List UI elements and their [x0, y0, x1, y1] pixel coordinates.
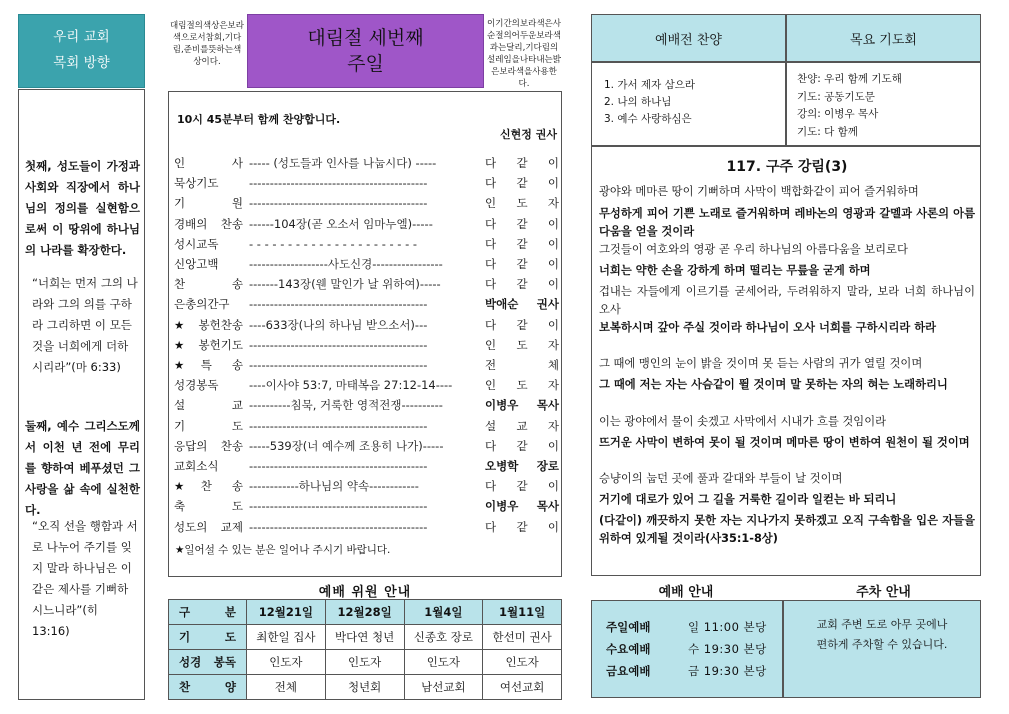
- schedule-row: [169, 650, 562, 675]
- order-row: [174, 214, 559, 234]
- schedule-header-date: 1월11일: [483, 600, 562, 625]
- prayer-item: 찬양: 우리 함께 기도해: [797, 73, 902, 85]
- order-item-leader: 설 교 자: [485, 418, 559, 433]
- order-item-detail: -------------------------------------------: [249, 297, 428, 312]
- order-item-name: 찬 송: [174, 277, 243, 292]
- order-item-name: ★찬 송: [174, 479, 243, 494]
- reading-line-congregation: (다같이) 깨끗하지 못한 자는 지나가지 못하겠고 오직 구속함을 입은 자들을 위하여 있게될 것이라(사35:1-8상): [599, 514, 975, 545]
- order-item-leader: 다 같 이: [485, 216, 559, 231]
- order-item-detail: ----이사야 53:7, 마태복음 27:12-14----: [249, 378, 453, 393]
- order-item-name: 축 도: [174, 499, 243, 514]
- worship-row: [606, 661, 776, 681]
- order-item-detail: -------------------------------------------: [249, 459, 428, 473]
- reading-line-congregation: 그 때에 저는 자는 사슴같이 뛸 것이며 말 못하는 자의 혀는 노래하리니: [599, 378, 948, 391]
- worship-time: 일 11:00 본당: [688, 620, 767, 634]
- page-title: [247, 14, 484, 88]
- schedule-cell: 최한일 집사: [247, 625, 326, 650]
- worship-info-title: 예배 안내: [658, 585, 714, 600]
- order-item-name: 성경봉독: [174, 378, 219, 393]
- order-item-detail: ----633장(나의 하나님 받으소서)---: [249, 317, 428, 332]
- order-row: [174, 153, 559, 173]
- pre-worship-hymn-list: [591, 62, 786, 146]
- order-item-detail: - - - - - - - - - - - - - - - - - - - - - -: [249, 236, 418, 251]
- schedule-cell: 박다연 청년: [325, 625, 404, 650]
- schedule-row-label: 기 도: [169, 625, 247, 650]
- order-item-name: 성도의 교제: [174, 519, 243, 534]
- church-direction-title-line2: 목회 방향: [53, 55, 110, 71]
- worship-name: 금요예배: [606, 664, 651, 678]
- schedule-header-label: 구 분: [169, 600, 247, 625]
- order-row: [174, 315, 559, 335]
- order-item-name: ★봉헌찬송: [174, 317, 243, 332]
- order-item-detail: ----- (성도들과 인사를 나눕시다) -----: [249, 156, 437, 170]
- order-item-name: 신앙고백: [174, 257, 219, 271]
- page-title-line1: 대림절 세번째: [307, 27, 424, 49]
- reading-line-leader: 그 때에 맹인의 눈이 밝을 것이며 못 듣는 사람의 귀가 열릴 것이며: [599, 357, 923, 370]
- order-item-name: 응답의 찬송: [174, 438, 243, 453]
- worship-row: [606, 639, 776, 659]
- worship-name: 수요예배: [606, 642, 651, 656]
- direction-second: 둘째, 예수 그리스도께서 이천 년 전에 무리를 향하여 베푸셨던 그 사랑을 삶 속에 실천한다.: [25, 419, 140, 517]
- order-item-detail: -------------------------------------------: [249, 418, 428, 433]
- schedule-header-date: 12월21일: [247, 600, 326, 625]
- direction-first-verse: “너희는 먼저 그의 나라와 그의 의를 구하라 그리하면 이 모든 것을 너희에게 더하시리라”(마 6:33): [32, 276, 138, 374]
- worship-info-box: [591, 600, 783, 698]
- order-item-detail: -------------------------------------------: [249, 196, 428, 211]
- order-item-leader: 이병우 목사: [485, 499, 559, 514]
- reading-title: 117. 구주 강림(3): [726, 159, 848, 175]
- schedule-cell: 한선미 권사: [483, 625, 562, 650]
- pre-worship-hymn-title: 예배전 찬양: [591, 14, 786, 62]
- order-item-leader: 다 같 이: [485, 176, 559, 191]
- order-row: [174, 234, 559, 254]
- reading-line-congregation: 보복하시며 갚아 주실 것이라 하나님이 오사 너희를 구하시리라 하라: [599, 321, 937, 334]
- schedule-cell: 전체: [247, 675, 326, 700]
- order-row: [174, 193, 559, 213]
- order-item-name: 인 사: [174, 156, 243, 170]
- order-item-leader: 이병우 목사: [485, 398, 559, 413]
- order-item-name: 성시교독: [174, 236, 219, 251]
- thursday-prayer-title: 목요 기도회: [786, 14, 981, 62]
- order-item-name: ★봉헌기도: [174, 337, 243, 352]
- prayer-item: 기도: 다 함께: [797, 125, 858, 138]
- order-item-leader: 다 같 이: [485, 277, 559, 292]
- schedule-header-row: [169, 600, 562, 625]
- worship-row: [606, 617, 776, 637]
- hymn-item: 2. 나의 하나님: [604, 96, 672, 108]
- parking-info-title: 주차 안내: [856, 585, 911, 600]
- order-row: [174, 395, 559, 415]
- order-item-name: 묵상기도: [174, 176, 219, 191]
- order-of-worship: [168, 91, 562, 577]
- order-item-name: 기 원: [174, 196, 243, 211]
- schedule-cell: 인도자: [404, 650, 483, 675]
- order-item-leader: 인 도 자: [485, 378, 559, 393]
- order-item-detail: -------143장(웬 말인가 날 위하여)-----: [249, 277, 441, 292]
- schedule-table: [168, 599, 562, 700]
- order-item-name: 교회소식: [174, 459, 219, 473]
- order-praise-leader: 신현정 권사: [500, 128, 557, 141]
- direction-first: 첫째, 성도들이 가정과 사회와 직장에서 하나님의 정의를 실현함으로써 이 땅위에 하나님의 나라를 확장한다.: [25, 159, 140, 257]
- order-row: [174, 496, 559, 516]
- order-row: [174, 416, 559, 436]
- order-item-detail: ------------하나님의 약속------------: [249, 479, 419, 494]
- order-item-detail: -------------------------------------------: [249, 337, 428, 352]
- worship-time: 금 19:30 본당: [688, 664, 767, 678]
- order-item-detail: ------104장(곧 오소서 임마누엘)-----: [249, 216, 433, 231]
- order-item-name: 경배의 찬송: [174, 216, 243, 231]
- reading-line-congregation: 거기에 대로가 있어 그 길을 거룩한 길이라 일컫는 바 되리니: [599, 493, 897, 506]
- order-item-name: ★특 송: [174, 358, 243, 372]
- worship-time: 수 19:30 본당: [688, 642, 767, 656]
- schedule-row: [169, 675, 562, 700]
- church-direction-body: [18, 89, 145, 700]
- direction-second-verse: “오직 선을 행함과 서로 나누어 주기를 잊지 말라 하나님은 이 같은 제사를 기뻐하시느니라”(히 13:16): [32, 519, 138, 638]
- order-item-leader: 전 체: [485, 358, 559, 372]
- order-item-leader: 오병학 장로: [485, 459, 559, 473]
- prayer-item: 기도: 공동기도문: [797, 90, 875, 103]
- order-item-detail: -------------------------------------------: [249, 176, 428, 191]
- schedule-cell: 인도자: [325, 650, 404, 675]
- schedule-row: [169, 625, 562, 650]
- order-item-leader: 다 같 이: [485, 479, 559, 494]
- thursday-prayer-list: [786, 62, 981, 146]
- order-row: [174, 335, 559, 355]
- hymn-item: 1. 가서 제자 삼으라: [604, 79, 696, 91]
- order-item-leader: 박애순 권사: [485, 297, 559, 312]
- order-item-detail: ----------침묵, 거룩한 영적전쟁----------: [249, 398, 443, 413]
- advent-color-note-left: 대림절의색상은보라색으로서참회,기다림,준비를뜻하는색상이다.: [170, 21, 244, 67]
- reading-line-leader: 승냥이의 눕던 곳에 풀과 갈대와 부들이 날 것이며: [599, 472, 843, 485]
- schedule-cell: 신종호 장로: [404, 625, 483, 650]
- church-direction-title-line1: 우리 교회: [53, 29, 110, 46]
- order-item-detail: -------------------사도신경-----------------: [249, 257, 443, 271]
- schedule-title: 예배 위원 안내: [318, 585, 412, 600]
- reading-line-congregation: 너희는 약한 손을 강하게 하며 떨리는 무릎을 굳게 하며: [599, 264, 871, 277]
- order-item-leader: 다 같 이: [485, 156, 559, 170]
- schedule-row-label: 찬 양: [169, 675, 247, 700]
- parking-text: [784, 615, 980, 655]
- order-item-leader: 인 도 자: [485, 337, 559, 352]
- order-row: [174, 517, 559, 537]
- schedule-header-date: 12월28일: [325, 600, 404, 625]
- order-row: [174, 173, 559, 193]
- order-item-leader: 다 같 이: [485, 519, 559, 534]
- prayer-item: 강의: 이병우 목사: [797, 108, 879, 120]
- order-item-leader: 다 같 이: [485, 236, 559, 251]
- order-row: [174, 355, 559, 375]
- order-item-leader: 다 같 이: [485, 257, 559, 271]
- order-item-leader: 다 같 이: [485, 438, 559, 453]
- responsive-reading: [591, 146, 981, 576]
- reading-line-leader: 겁내는 자들에게 이르기를 굳세어라, 두려워하지 말라, 보라 너희 하나님이 오사: [599, 285, 975, 316]
- order-intro: 10시 45분부터 함께 찬양합니다.: [177, 113, 341, 126]
- parking-line: 편하게 주차할 수 있습니다.: [816, 638, 948, 651]
- parking-info-box: [783, 600, 981, 698]
- advent-color-note-right: 이기간의보라색은사순절의어두운보라색과는달리,기다림의설레임을나타내는밝은보라색을사용한다.: [487, 19, 561, 89]
- page-title-line2: 주일: [347, 53, 384, 75]
- worship-name: 주일예배: [606, 620, 651, 634]
- order-row: [174, 294, 559, 314]
- hymn-item: 3. 예수 사랑하심은: [604, 113, 692, 125]
- order-item-leader: 다 같 이: [485, 317, 559, 332]
- schedule-row-label: 성경 봉독: [169, 650, 247, 675]
- schedule-cell: 인도자: [247, 650, 326, 675]
- order-item-name: 기 도: [174, 418, 243, 433]
- order-item-detail: -----539장(너 예수께 조용히 나가)-----: [249, 438, 444, 453]
- order-row: [174, 436, 559, 456]
- schedule-cell: 여선교회: [483, 675, 562, 700]
- reading-line-leader: 광야와 메마른 땅이 기뻐하며 사막이 백합화같이 피어 즐거워하며: [599, 185, 919, 198]
- schedule-cell: 남선교회: [404, 675, 483, 700]
- order-item-detail: -------------------------------------------: [249, 499, 428, 514]
- schedule-header-date: 1월4일: [404, 600, 483, 625]
- reading-line-leader: 그것들이 여호와의 영광 곧 우리 하나님의 아름다움을 보리로다: [599, 243, 908, 256]
- church-direction-header: [18, 14, 145, 88]
- schedule-cell: 인도자: [483, 650, 562, 675]
- order-item-leader: 인 도 자: [485, 196, 559, 211]
- reading-line-leader: 이는 광야에서 물이 솟겠고 사막에서 시내가 흐를 것임이라: [599, 415, 887, 428]
- order-row: [174, 254, 559, 274]
- reading-line-congregation: 뜨거운 사막이 변하여 못이 될 것이며 메마른 땅이 변하여 원천이 될 것이며: [599, 436, 970, 449]
- order-item-name: 설 교: [174, 398, 243, 413]
- order-row: [174, 375, 559, 395]
- order-item-detail: -------------------------------------------: [249, 519, 428, 534]
- order-row: [174, 274, 559, 294]
- parking-line: 교회 주변 도로 아무 곳에나: [816, 618, 948, 631]
- reading-line-congregation: 무성하게 피어 기쁜 노래로 즐거워하며 레바논의 영광과 갈멜과 사론의 아름다움을 얻을 것이라: [599, 207, 975, 238]
- schedule-cell: 청년회: [325, 675, 404, 700]
- order-row: [174, 476, 559, 496]
- order-item-detail: -------------------------------------------: [249, 358, 428, 372]
- order-standing-note: ★일어설 수 있는 분은 일어나 주시기 바랍니다.: [175, 544, 391, 556]
- order-row: [174, 456, 559, 476]
- order-item-name: 은총의간구: [174, 297, 230, 312]
